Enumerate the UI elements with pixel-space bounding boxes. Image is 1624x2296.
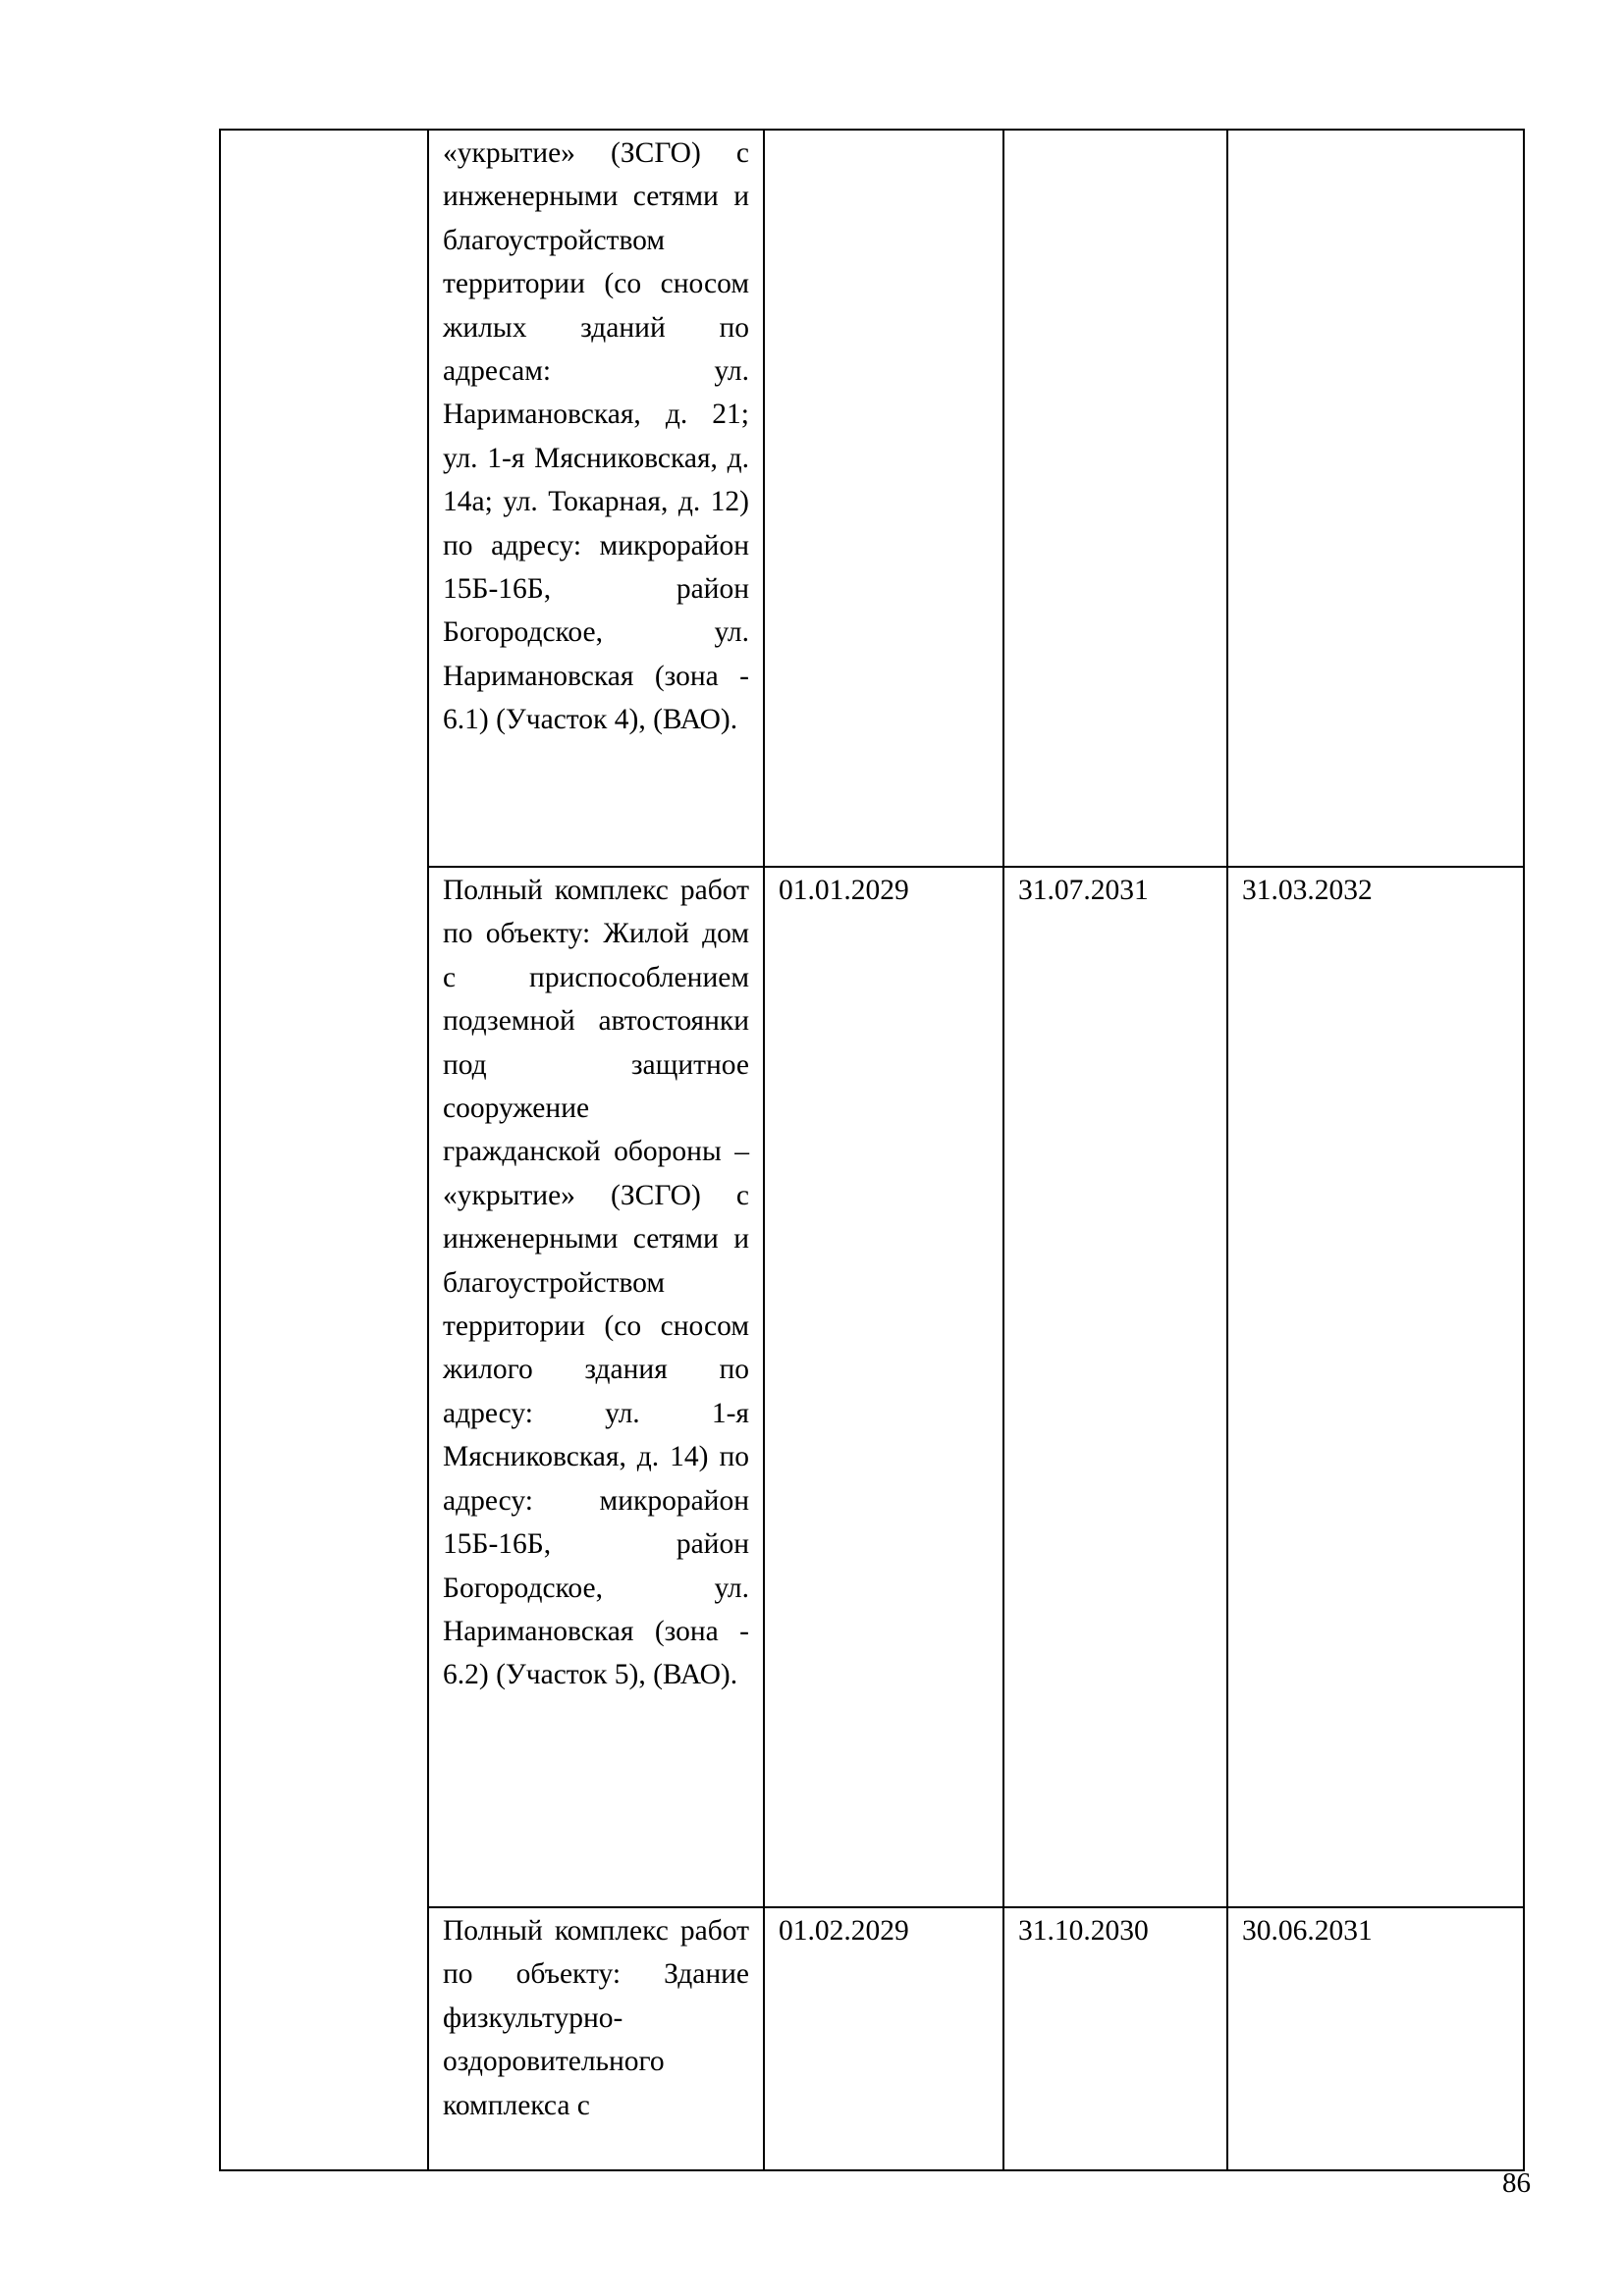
end-date-cell [1003, 867, 1227, 1907]
commission-date-cell [1227, 1907, 1524, 2170]
end-date: 31.07.2031 [1018, 875, 1149, 906]
description-cell [428, 1907, 764, 2170]
end-date-cell [1003, 1907, 1227, 2170]
commission-date [1228, 131, 1523, 132]
commission-date: 30.06.2031 [1242, 1915, 1373, 1947]
commission-date-cell [1227, 867, 1524, 1907]
schedule-table [219, 129, 1525, 2171]
end-date: 31.10.2030 [1018, 1915, 1149, 1947]
page-number: 86 [1502, 2167, 1531, 2199]
commission-date: 31.03.2032 [1242, 875, 1373, 906]
end-date-cell [1003, 130, 1227, 867]
start-date-cell [764, 1907, 1003, 2170]
start-date: 01.02.2029 [779, 1915, 909, 1947]
description-cell [428, 130, 764, 867]
start-date-cell [764, 867, 1003, 1907]
object-description: «укрытие» (ЗСГО) с инженерными сетями и благоустройством территории (со сносом жилых зданий по адресам: ул. Наримановская, д. 21; ул. 1-я Мясниковская, д. 14а; ул. Токарная, д. 12) по адресу: микрорайон 15Б-16Б, район Богородское, ул. Наримановская (зона - 6.1) (Участок 4), (ВАО). [443, 137, 749, 736]
start-date-cell [764, 130, 1003, 867]
table-row [220, 130, 1524, 867]
merged-left-cell [220, 130, 428, 2170]
start-date: 01.01.2029 [779, 875, 909, 906]
object-description: Полный комплекс работ по объекту: Жилой дом с приспособлением подземной автостоянки под защитное сооружение гражданской обороны – «укрытие» (ЗСГО) с инженерными сетями и благоустройством территории (со сносом жилого здания по адресу: ул. 1-я Мясниковская, д. 14) по адресу: микрорайон 15Б-16Б, район Богородское, ул. Наримановская (зона - 6.2) (Участок 5), (ВАО). [443, 875, 749, 1691]
description-cell [428, 867, 764, 1907]
end-date [1004, 131, 1226, 132]
commission-date-cell [1227, 130, 1524, 867]
object-description: Полный комплекс работ по объекту: Здание физкультурно-оздоровительного комплекса с [443, 1915, 749, 2121]
start-date [765, 131, 1002, 132]
